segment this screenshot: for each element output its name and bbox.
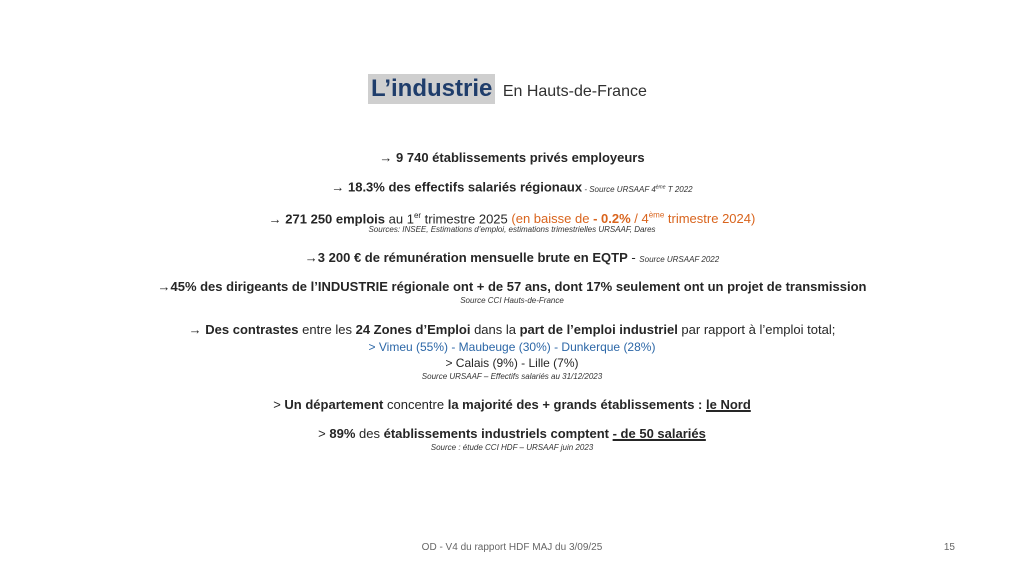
arrow-icon: → — [379, 150, 393, 165]
source-note: Source : étude CCI HDF – URSAAF juin 2023 — [430, 443, 594, 452]
title-main: L’industrie — [368, 74, 495, 104]
bullet-text: 18.3% des effectifs salariés régionaux — [347, 179, 583, 195]
source-note: Source URSAAF – Effectifs salariés au 31/12/2023 — [421, 372, 603, 381]
decline-note: (en baisse de - 0.2% / 4ème trimestre 2024) — [511, 211, 756, 227]
bullet-remuneration: →3 200 € de rémunération mensuelle brute en EQTP - Source URSAAF 2022 — [304, 250, 720, 265]
arrow-icon: → — [188, 322, 202, 337]
bullet-etablissements-taille: > 89% des établissements industriels comptent - de 50 salariés — [318, 426, 706, 441]
source-note: Source CCI Hauts-de-France — [460, 296, 564, 305]
bullet-text: 45% des dirigeants de l’INDUSTRIE régionale ont + de 57 ans, dont 17% seulement ont un projet de transmission — [170, 279, 867, 294]
source-note: - Source URSAAF 4ème T 2022 — [582, 184, 693, 194]
bullet-departement: > Un département concentre la majorité des + grands établissements : le Nord — [273, 397, 751, 412]
bullet-text: 3 200 € de rémunération mensuelle brute en EQTP — [317, 250, 628, 265]
source-note: Sources: INSEE, Estimations d’emploi, estimations trimestrielles URSAAF, Dares — [368, 225, 656, 234]
bullet-effectifs — [0, 179, 1024, 198]
arrow-icon: → — [157, 279, 171, 294]
title-subtitle: En Hauts-de-France — [502, 83, 647, 100]
arrow-icon: → — [304, 250, 318, 265]
zones-high: > Vimeu (55%) - Maubeuge (30%) - Dunkerque (28%) — [368, 340, 656, 354]
highlight-nord: le Nord — [706, 397, 751, 412]
source-note: Source URSAAF 2022 — [639, 255, 720, 264]
bullet-dirigeants — [0, 279, 1024, 295]
arrow-icon: → — [268, 211, 282, 227]
bullet-contrastes: → Des contrastes entre les 24 Zones d’Emploi dans la part de l’emploi industriel par rapport à l’emploi total; — [188, 322, 836, 337]
zones-low: > Calais (9%) - Lille (7%) — [445, 356, 579, 370]
superscript: er — [413, 211, 422, 220]
footer-text: OD - V4 du rapport HDF MAJ du 3/09/25 — [421, 542, 603, 553]
arrow-icon: → — [331, 179, 345, 195]
bullet-etablissements — [0, 150, 1024, 166]
page-number: 15 — [943, 542, 955, 553]
bullet-text: 9 740 établissements privés employeurs — [396, 150, 645, 165]
bullet-text-bold: 271 250 emplois — [285, 211, 386, 227]
bullet-text: au 1 — [385, 211, 414, 227]
highlight-salaries: - de 50 salariés — [612, 426, 706, 441]
title-block — [368, 74, 647, 104]
bullet-text: trimestre 2025 — [421, 211, 512, 227]
